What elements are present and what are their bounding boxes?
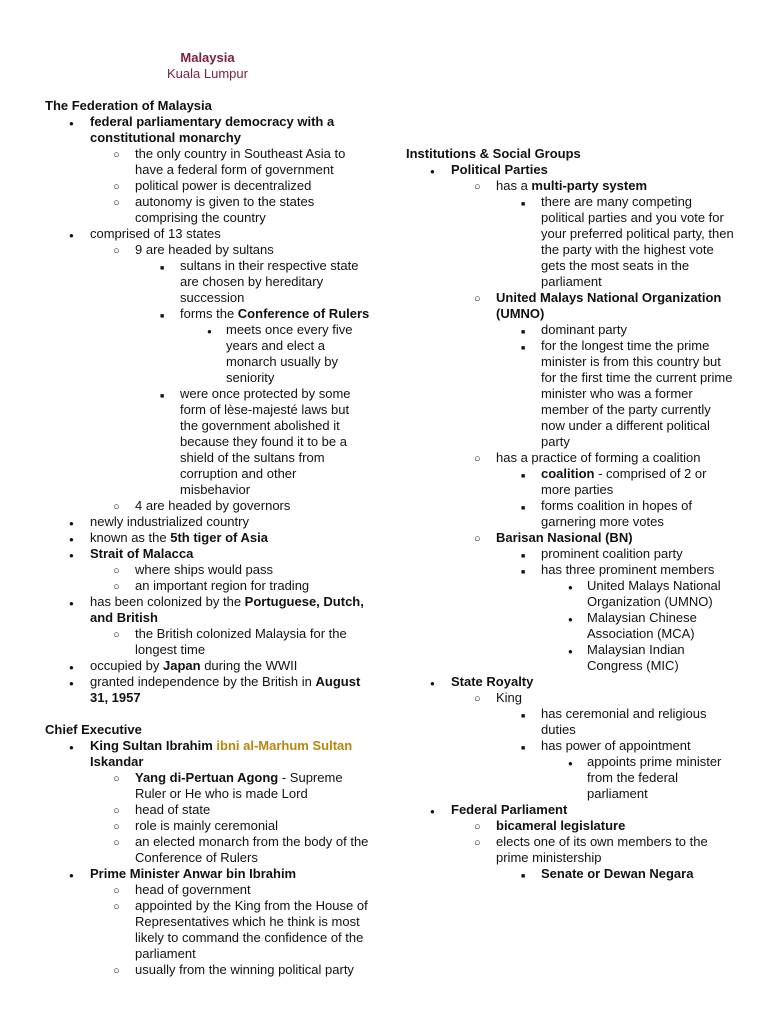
right-column <box>406 50 736 882</box>
list-item: ● Prime Minister Anwar bin Ibrahim ○ head of government ○ appointed by the King from the House of Representatives which he think is most likely to command the confidence of the parliament ○ usually from the winning political party <box>45 866 370 978</box>
list-item: ● has been colonized by the Portuguese, Dutch, and British ○ the British colonized Malaysia for the longest time <box>45 594 370 658</box>
list-item: ○ head of government <box>90 882 370 898</box>
bullet-circle-icon <box>113 834 120 851</box>
bullet-circle-icon <box>113 626 120 643</box>
list-item: ○ the only country in Southeast Asia to have a federal form of government <box>90 146 370 178</box>
bullet-square-icon <box>160 386 164 405</box>
left-column <box>45 50 370 978</box>
list-item: ● Political Parties ○ has a multi-party system ■ there are many competing political parties and you vote for your preferred political party, then the party with the highest vote gets the most seats in the parliament ○ United Malays National Organization (UMNO) ■ dominant party ■ for the longest time the prime minister is from this country but for the first time the current prime minister who was a former member of the party currently now under a different political party ○ has a practice of forming a coalition ■ coalition - comprised of 2 or more parties ■ forms coalition in hopes of garnering more votes ○ Barisan Nasional (BN) ■ prominent coalition party ■ has three prominent members ● United Malays National Organization (UMNO) ● Malaysian Chinese Association (MCA) ● Malaysian Indian Congress (MIC) <box>406 162 736 674</box>
list-item: ● granted independence by the British in August 31, 1957 <box>45 674 370 706</box>
list-item: ● newly industrialized country <box>45 514 370 530</box>
bullet-circle-icon <box>113 770 120 787</box>
list-item: ○ role is mainly ceremonial <box>90 818 370 834</box>
list-item: ● State Royalty ○ King ■ has ceremonial and religious duties ■ has power of appointment ● appoints prime minister from the federal parliament <box>406 674 736 802</box>
list-item: ○ 9 are headed by sultans ■ sultans in their respective state are chosen by hereditary succession ■ forms the Conference of Rulers ● meets once every five years and elect a monarch usually by seniority ■ were once protected by some form of lèse-majesté laws but the government abolished it because they found it to be a shield of the sultans from corruption and other misbehavior <box>90 242 370 498</box>
list-item: ○ has a practice of forming a coalition ■ coalition - comprised of 2 or more parties ■ forms coalition in hopes of garnering more votes <box>451 450 736 530</box>
list-item: ■ has three prominent members ● United Malays National Organization (UMNO) ● Malaysian Chinese Association (MCA) ● Malaysian Indian Congress (MIC) <box>496 562 736 674</box>
bullet-disc-icon <box>568 578 573 596</box>
list-item: ● appoints prime minister from the federal parliament <box>541 754 736 802</box>
list-item: ○ an important region for trading <box>90 578 370 594</box>
list-item: ● meets once every five years and elect a monarch usually by seniority <box>180 322 370 386</box>
list-item: ■ coalition - comprised of 2 or more parties <box>496 466 736 498</box>
list-item: ● King Sultan Ibrahim ibni al-Marhum Sultan Iskandar ○ Yang di-Pertuan Agong - Supreme Ruler or He who is made Lord ○ head of state ○ role is mainly ceremonial ○ an elected monarch from the body of the Conference of Rulers <box>45 738 370 866</box>
list-item: ○ appointed by the King from the House of Representatives which he think is most likely to command the confidence of the parliament <box>90 898 370 962</box>
list-item: ● Strait of Malacca ○ where ships would pass ○ an important region for trading <box>45 546 370 594</box>
list-item: ○ King ■ has ceremonial and religious duties ■ has power of appointment ● appoints prime minister from the federal parliament <box>451 690 736 802</box>
list-item: ■ for the longest time the prime minister is from this country but for the first time the current prime minister who was a former member of the party currently now under a different political party <box>496 338 736 450</box>
bullet-disc-icon <box>69 114 74 132</box>
bullet-disc-icon <box>69 674 74 692</box>
bullet-square-icon <box>521 866 525 885</box>
bullet-circle-icon <box>113 498 120 515</box>
institutions-list <box>406 162 736 882</box>
bullet-circle-icon <box>113 802 120 819</box>
list-item: ○ Barisan Nasional (BN) ■ prominent coalition party ■ has three prominent members ● United Malays National Organization (UMNO) ● Malaysian Chinese Association (MCA) ● Malaysian Indian Congress (MIC) <box>451 530 736 674</box>
list-item: ■ were once protected by some form of lèse-majesté laws but the government abolished it because they found it to be a shield of the sultans from corruption and other misbehavior <box>135 386 370 498</box>
bullet-square-icon <box>521 498 525 517</box>
bullet-disc-icon <box>69 546 74 564</box>
list-item: ○ head of state <box>90 802 370 818</box>
federation-list <box>45 114 370 706</box>
page-title: Malaysia <box>180 50 235 65</box>
bullet-circle-icon <box>113 194 120 211</box>
list-item: ○ the British colonized Malaysia for the longest time <box>90 626 370 658</box>
page-subtitle: Kuala Lumpur <box>167 66 248 81</box>
institutions-heading: Institutions & Social Groups <box>406 146 581 161</box>
bullet-disc-icon <box>568 610 573 628</box>
list-item: ○ where ships would pass <box>90 562 370 578</box>
list-item: ○ an elected monarch from the body of the Conference of Rulers <box>90 834 370 866</box>
list-item: ● known as the 5th tiger of Asia <box>45 530 370 546</box>
list-item: ■ forms the Conference of Rulers ● meets once every five years and elect a monarch usually by seniority <box>135 306 370 386</box>
bullet-square-icon <box>521 194 525 213</box>
bullet-circle-icon <box>113 818 120 835</box>
chief-executive-heading: Chief Executive <box>45 722 142 737</box>
bullet-circle-icon <box>474 290 481 307</box>
bullet-circle-icon <box>113 962 120 979</box>
bullet-circle-icon <box>474 690 481 707</box>
list-item: ○ elects one of its own members to the prime ministership ■ Senate or Dewan Negara <box>451 834 736 882</box>
chief-executive-list <box>45 738 370 978</box>
bullet-circle-icon <box>474 530 481 547</box>
list-item: ■ Senate or Dewan Negara <box>496 866 736 882</box>
bullet-circle-icon <box>474 178 481 195</box>
bullet-circle-icon <box>113 242 120 259</box>
list-item: ○ has a multi-party system ■ there are many competing political parties and you vote for your preferred political party, then the party with the highest vote gets the most seats in the parliament <box>451 178 736 290</box>
list-item: ■ there are many competing political parties and you vote for your preferred political party, then the party with the highest vote gets the most seats in the parliament <box>496 194 736 290</box>
bullet-circle-icon <box>113 882 120 899</box>
bullet-square-icon <box>521 738 525 757</box>
list-item: ○ bicameral legislature <box>451 818 736 834</box>
bullet-square-icon <box>521 466 525 485</box>
bullet-disc-icon <box>430 674 435 692</box>
bullet-circle-icon <box>474 818 481 835</box>
bullet-disc-icon <box>69 738 74 756</box>
list-item: ○ 4 are headed by governors <box>90 498 370 514</box>
federation-heading: The Federation of Malaysia <box>45 98 212 113</box>
list-item: ● comprised of 13 states ○ 9 are headed by sultans ■ sultans in their respective state are chosen by hereditary succession ■ forms the Conference of Rulers ● meets once every five years and elect a monarch usually by seniority ■ were once protected by some form of lèse-majesté laws but the government abolished it because they found it to be a shield of the sultans from corruption and other misbehavior ○ 4 are headed by governors <box>45 226 370 514</box>
bullet-circle-icon <box>113 578 120 595</box>
list-item: ■ prominent coalition party <box>496 546 736 562</box>
list-item: ■ has power of appointment ● appoints prime minister from the federal parliament <box>496 738 736 802</box>
bullet-circle-icon <box>113 562 120 579</box>
bullet-square-icon <box>521 706 525 725</box>
list-item: ○ Yang di-Pertuan Agong - Supreme Ruler or He who is made Lord <box>90 770 370 802</box>
list-item: ● Malaysian Indian Congress (MIC) <box>541 642 736 674</box>
bullet-disc-icon <box>568 642 573 660</box>
bullet-disc-icon <box>430 162 435 180</box>
bullet-square-icon <box>521 338 525 357</box>
bullet-square-icon <box>160 258 164 277</box>
bullet-disc-icon <box>430 802 435 820</box>
list-item: ○ usually from the winning political party <box>90 962 370 978</box>
bullet-disc-icon <box>69 866 74 884</box>
list-item: ○ political power is decentralized <box>90 178 370 194</box>
bullet-disc-icon <box>69 226 74 244</box>
list-item: ● occupied by Japan during the WWII <box>45 658 370 674</box>
list-item: ● Malaysian Chinese Association (MCA) <box>541 610 736 642</box>
bullet-circle-icon <box>113 178 120 195</box>
list-item: ■ forms coalition in hopes of garnering more votes <box>496 498 736 530</box>
list-item: ● federal parliamentary democracy with a constitutional monarchy ○ the only country in Southeast Asia to have a federal form of government ○ political power is decentralized ○ autonomy is given to the states comprising the country <box>45 114 370 226</box>
bullet-disc-icon <box>207 322 212 340</box>
bullet-circle-icon <box>474 834 481 851</box>
list-item: ■ has ceremonial and religious duties <box>496 706 736 738</box>
bullet-disc-icon <box>568 754 573 772</box>
bullet-circle-icon <box>113 898 120 915</box>
list-item: ● United Malays National Organization (UMNO) <box>541 578 736 610</box>
bullet-square-icon <box>160 306 164 325</box>
list-item: ■ dominant party <box>496 322 736 338</box>
list-item: ■ sultans in their respective state are chosen by hereditary succession <box>135 258 370 306</box>
bullet-circle-icon <box>474 450 481 467</box>
list-item: ● Federal Parliament ○ bicameral legislature ○ elects one of its own members to the prime ministership ■ Senate or Dewan Negara <box>406 802 736 882</box>
list-item: ○ autonomy is given to the states comprising the country <box>90 194 370 226</box>
list-item: ○ United Malays National Organization (UMNO) ■ dominant party ■ for the longest time the prime minister is from this country but for the first time the current prime minister who was a former member of the party currently now under a different political party <box>451 290 736 450</box>
bullet-disc-icon <box>69 594 74 612</box>
bullet-square-icon <box>521 562 525 581</box>
bullet-circle-icon <box>113 146 120 163</box>
